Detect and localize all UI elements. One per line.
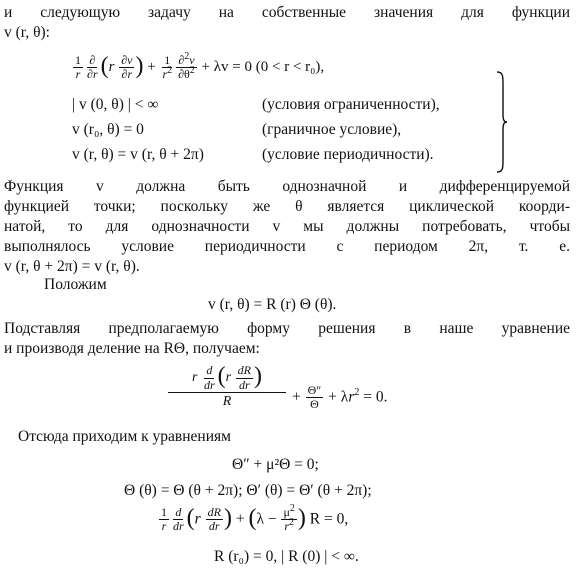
big-eq-rest: + $\frac{\Theta''}{\Theta}$ + $\lambda r^2 = 0$.: [292, 383, 388, 412]
system-eq-1-tail: + λv = 0 (0 < r < r₀),: [201, 59, 325, 76]
para1-line-5: v (r, θ + 2π) = v (r, θ).: [4, 258, 140, 275]
para2-line-1: Подставляя предполагаемую форму решения в наше уравнение: [4, 320, 570, 337]
eq-boundary: R (r₀) = 0, | R (0) | < ∞.: [214, 548, 359, 565]
para1-line-1: Функция v должна быть однозначной и дифференцируемой: [4, 178, 570, 195]
system-eq-4-left: v (r, θ) = v (r, θ + 2π): [72, 146, 204, 163]
para2-line-2: и производя деление на RΘ, получаем:: [4, 340, 260, 357]
system-eq-2-right: (условия ограниченности),: [262, 96, 440, 113]
otsyuda: Отсюда приходим к уравнениям: [18, 428, 231, 445]
system-eq-2-left: | v (0, θ) | < ∞: [72, 96, 159, 113]
separation-equation: v (r, θ) = R (r) Θ (θ).: [208, 296, 337, 313]
big-eq-tail: = 0.: [363, 388, 388, 406]
eq-theta-ode: Θ″ + μ²Θ = 0;: [232, 456, 319, 473]
para1-line-4: выполнялось условие периодичности с периодом 2π, т. е.: [4, 238, 570, 255]
system-eq-4-right: (условие периодичности).: [262, 146, 434, 163]
system-eq-3-right: (граничное условие),: [262, 121, 402, 138]
polozhim: Положим: [44, 276, 107, 293]
eq-radial: $\frac{1}{r}$ $\frac{d}{dr}$ (r $\frac{dR}{dr}$ ) + (λ − $\frac{\mu^2}{r^2}$ ) R = 0,: [161, 503, 349, 534]
eq-periodicity: Θ (θ) = Θ (θ + 2π); Θ′ (θ) = Θ′ (θ + 2π);: [124, 482, 372, 499]
big-fraction: r $\frac{d}{dr}$ ( r $\frac{dR}{dr}$ ) R: [168, 364, 286, 411]
intro-line-1: и следующую задачу на собственные значения для функции: [4, 4, 570, 21]
para1-line-3: натой, то для однозначности v мы должны потребовать, чтобы: [4, 218, 570, 235]
para1-line-2: функцией точки; поскольку же θ является циклической коорди-: [4, 198, 570, 215]
intro-line-2: v (r, θ):: [4, 24, 50, 41]
big-fraction-numerator: r $\frac{d}{dr}$ ( r $\frac{dR}{dr}$ ): [192, 363, 262, 392]
eq-radial-tail: R = 0,: [309, 510, 349, 528]
system-eq-1: $\frac{1}{r}$ $\frac{\partial}{\partial r}$ (r $\frac{\partial v}{\partial r}$ ) + $\frac{1}{r^2}$ $\frac{\partial^2v}{\partial\theta^2}$ + λv = 0 (0 < r < r₀),: [75, 51, 325, 82]
right-brace: [496, 70, 508, 174]
system-eq-3-left: v (r₀, θ) = 0: [72, 121, 144, 138]
